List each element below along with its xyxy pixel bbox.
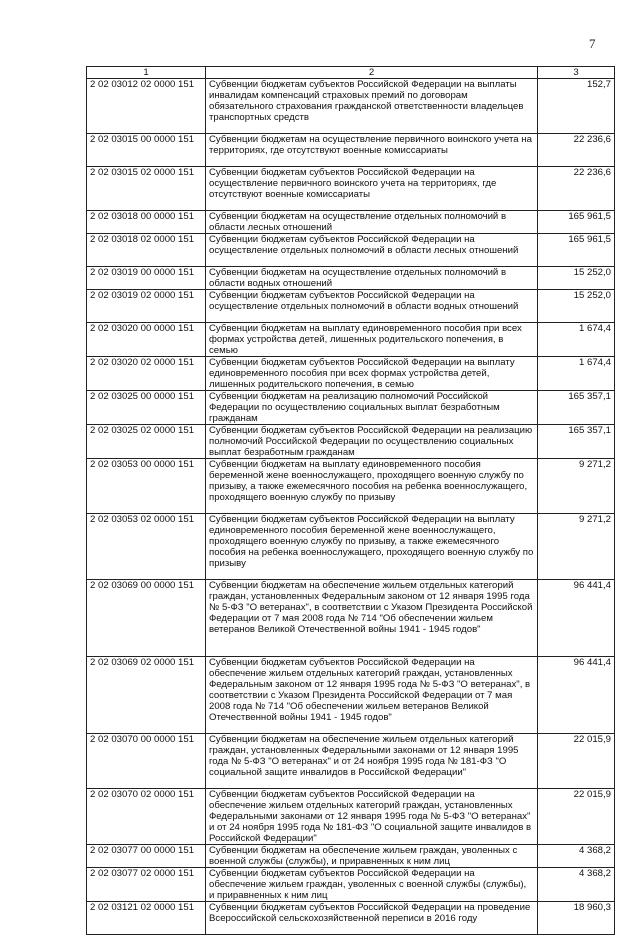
row-description: Субвенции бюджетам субъектов Российской Федерации на осуществление отдельных полномочий в области водных отношений xyxy=(206,290,538,323)
row-amount: 165 961,5 xyxy=(538,211,615,234)
row-code: 2 02 03069 00 0000 151 xyxy=(87,580,206,657)
row-code: 2 02 03015 00 0000 151 xyxy=(87,134,206,167)
row-amount: 15 252,0 xyxy=(538,267,615,290)
table-row xyxy=(87,902,615,935)
table-row xyxy=(87,290,615,323)
row-description: Субвенции бюджетам на обеспечение жильем отдельных категорий граждан, установленных Федеральными законами от 12 января 1995 года № 5-ФЗ "О ветеранах" и от 24 ноября 1995 года № 181-ФЗ "О социальной защите инвалидов в Российской Федерации" xyxy=(206,734,538,789)
row-code: 2 02 03069 02 0000 151 xyxy=(87,657,206,734)
table-row xyxy=(87,234,615,267)
row-description: Субвенции бюджетам на обеспечение жильем отдельных категорий граждан, установленных Федеральным законом от 12 января 1995 года № 5-ФЗ "О ветеранах", в соответствии с Указом Президента Российской Федерации от 7 мая 2008 года № 714 "Об обеспечении жильем ветеранов Великой Отечественной войны 1941 - 1945 годов" xyxy=(206,580,538,657)
row-code: 2 02 03019 02 0000 151 xyxy=(87,290,206,323)
row-amount: 22 236,6 xyxy=(538,167,615,211)
row-code: 2 02 03018 00 0000 151 xyxy=(87,211,206,234)
row-code: 2 02 03077 02 0000 151 xyxy=(87,868,206,902)
header-col-1: 1 xyxy=(87,67,206,79)
table-body xyxy=(87,79,615,935)
header-col-2: 2 xyxy=(206,67,538,79)
table-row xyxy=(87,323,615,357)
row-amount: 4 368,2 xyxy=(538,845,615,868)
table-row xyxy=(87,657,615,734)
row-description: Субвенции бюджетам субъектов Российской Федерации на обеспечение жильем граждан, уволенных с военной службы (службы), и приравненных к ним лиц xyxy=(206,868,538,902)
table-row xyxy=(87,789,615,845)
row-code: 2 02 03015 02 0000 151 xyxy=(87,167,206,211)
header-row xyxy=(87,67,615,79)
row-amount: 165 357,1 xyxy=(538,425,615,459)
row-code: 2 02 03025 02 0000 151 xyxy=(87,425,206,459)
row-amount: 9 271,2 xyxy=(538,459,615,514)
row-code: 2 02 03121 02 0000 151 xyxy=(87,902,206,935)
row-description: Субвенции бюджетам на реализацию полномочий Российской Федерации по осуществлению социальных выплат безработным гражданам xyxy=(206,391,538,425)
row-amount: 22 236,6 xyxy=(538,134,615,167)
table-row xyxy=(87,134,615,167)
table-row xyxy=(87,167,615,211)
row-amount: 15 252,0 xyxy=(538,290,615,323)
row-amount: 1 674,4 xyxy=(538,323,615,357)
header-col-3: 3 xyxy=(538,67,615,79)
row-code: 2 02 03025 00 0000 151 xyxy=(87,391,206,425)
page-number: 7 xyxy=(589,36,596,51)
table-row xyxy=(87,459,615,514)
row-description: Субвенции бюджетам субъектов Российской Федерации на проведение Всероссийской сельскохозяйственной переписи в 2016 году xyxy=(206,902,538,935)
budget-table xyxy=(86,66,615,935)
table-row xyxy=(87,425,615,459)
row-description: Субвенции бюджетам субъектов Российской Федерации на осуществление отдельных полномочий в области лесных отношений xyxy=(206,234,538,267)
row-description: Субвенции бюджетам субъектов Российской Федерации на выплаты инвалидам компенсаций страховых премий по договорам обязательного страхования гражданской ответственности владельцев транспортных средств xyxy=(206,79,538,134)
row-code: 2 02 03012 02 0000 151 xyxy=(87,79,206,134)
row-amount: 22 015,9 xyxy=(538,789,615,845)
row-code: 2 02 03020 00 0000 151 xyxy=(87,323,206,357)
row-amount: 96 441,4 xyxy=(538,580,615,657)
table-row xyxy=(87,734,615,789)
row-amount: 1 674,4 xyxy=(538,357,615,391)
row-code: 2 02 03053 00 0000 151 xyxy=(87,459,206,514)
row-code: 2 02 03053 02 0000 151 xyxy=(87,514,206,580)
table-row xyxy=(87,79,615,134)
row-description: Субвенции бюджетам субъектов Российской Федерации на обеспечение жильем отдельных категорий граждан, установленных Федеральным законом от 12 января 1995 года № 5-ФЗ "О ветеранах", в соответствии с Указом Президента Российской Федерации от 7 мая 2008 года № 714 "Об обеспечении жильем ветеранов Великой Отечественной войны 1941 - 1945 годов" xyxy=(206,657,538,734)
row-description: Субвенции бюджетам на осуществление первичного воинского учета на территориях, где отсутствуют военные комиссариаты xyxy=(206,134,538,167)
table-row xyxy=(87,845,615,868)
row-description: Субвенции бюджетам на выплату единовременного пособия при всех формах устройства детей, лишенных родительского попечения, в семью xyxy=(206,323,538,357)
row-description: Субвенции бюджетам на выплату единовременного пособия беременной жене военнослужащего, проходящего военную службу по призыву, а также ежемесячного пособия на ребенка военнослужащего, проходящего военную службу по призыву xyxy=(206,459,538,514)
row-description: Субвенции бюджетам субъектов Российской Федерации на выплату единовременного пособия при всех формах устройства детей, лишенных родительского попечения, в семью xyxy=(206,357,538,391)
row-amount: 152,7 xyxy=(538,79,615,134)
table-row xyxy=(87,580,615,657)
row-code: 2 02 03019 00 0000 151 xyxy=(87,267,206,290)
table-row xyxy=(87,267,615,290)
row-code: 2 02 03020 02 0000 151 xyxy=(87,357,206,391)
row-amount: 165 961,5 xyxy=(538,234,615,267)
row-code: 2 02 03070 00 0000 151 xyxy=(87,734,206,789)
row-description: Субвенции бюджетам субъектов Российской Федерации на выплату единовременного пособия беременной жене военнослужащего, проходящего военную службу по призыву, а также ежемесячного пособия на ребенка военнослужащего, проходящего военную службу по призыву xyxy=(206,514,538,580)
table-row xyxy=(87,868,615,902)
table-row xyxy=(87,211,615,234)
table-row xyxy=(87,514,615,580)
row-code: 2 02 03077 00 0000 151 xyxy=(87,845,206,868)
row-amount: 9 271,2 xyxy=(538,514,615,580)
row-amount: 165 357,1 xyxy=(538,391,615,425)
row-code: 2 02 03070 02 0000 151 xyxy=(87,789,206,845)
row-description: Субвенции бюджетам на обеспечение жильем граждан, уволенных с военной службы (службы), и приравненных к ним лиц xyxy=(206,845,538,868)
table-row xyxy=(87,391,615,425)
row-description: Субвенции бюджетам на осуществление отдельных полномочий в области лесных отношений xyxy=(206,211,538,234)
row-description: Субвенции бюджетам субъектов Российской Федерации на осуществление первичного воинского учета на территориях, где отсутствуют военные комиссариаты xyxy=(206,167,538,211)
row-description: Субвенции бюджетам субъектов Российской Федерации на обеспечение жильем отдельных категорий граждан, установленных Федеральными законами от 12 января 1995 года № 5-ФЗ "О ветеранах" и от 24 ноября 1995 года № 181-ФЗ "О социальной защите инвалидов в Российской Федерации" xyxy=(206,789,538,845)
row-description: Субвенции бюджетам на осуществление отдельных полномочий в области водных отношений xyxy=(206,267,538,290)
row-description: Субвенции бюджетам субъектов Российской Федерации на реализацию полномочий Российской Федерации по осуществлению социальных выплат безработным гражданам xyxy=(206,425,538,459)
row-amount: 96 441,4 xyxy=(538,657,615,734)
row-code: 2 02 03018 02 0000 151 xyxy=(87,234,206,267)
table-row xyxy=(87,357,615,391)
row-amount: 18 960,3 xyxy=(538,902,615,935)
table-header xyxy=(87,67,615,79)
row-amount: 4 368,2 xyxy=(538,868,615,902)
row-amount: 22 015,9 xyxy=(538,734,615,789)
